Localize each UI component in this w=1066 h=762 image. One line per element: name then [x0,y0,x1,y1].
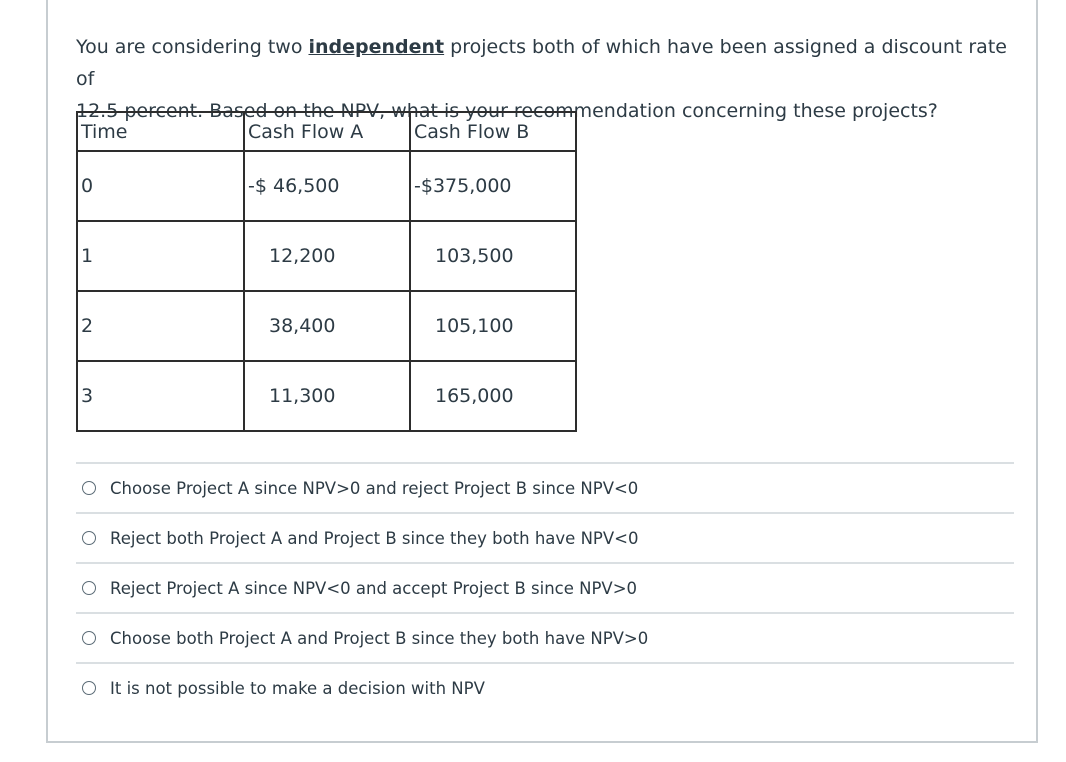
time-cell: 0 [77,151,244,221]
table-row [77,151,576,221]
table-row [77,361,576,431]
answer-label: Reject both Project A and Project B since they both have NPV<0 [110,528,639,548]
answer-option[interactable] [76,462,1014,512]
table-header-row [77,112,576,151]
radio-button[interactable] [82,481,96,495]
answer-label: It is not possible to make a decision with NPV [110,678,485,698]
question-card [46,0,1038,743]
table-row [77,291,576,361]
answer-label: Choose both Project A and Project B since they both have NPV>0 [110,628,649,648]
answer-label: Choose Project A since NPV>0 and reject Project B since NPV<0 [110,478,639,498]
answer-option[interactable] [76,612,1014,662]
cash-flow-b-cell: -$375,000 [410,151,576,221]
radio-button[interactable] [82,581,96,595]
header-time: Time [77,112,244,151]
cash-flow-b-cell: 103,500 [410,221,576,291]
header-cash-flow-b: Cash Flow B [410,112,576,151]
question-line1-rest: projects both of which have been assigned a discount rate of [76,36,1007,90]
cash-flow-a-cell: 38,400 [244,291,410,361]
time-cell: 2 [77,291,244,361]
time-cell: 3 [77,361,244,431]
question-line2: 12.5 percent. Based on the NPV, what is your recommendation concerning these projects? [76,100,938,122]
cash-flow-table [76,111,577,432]
cash-flow-a-cell: 11,300 [244,361,410,431]
table-row [77,221,576,291]
time-cell: 1 [77,221,244,291]
answer-option[interactable] [76,562,1014,612]
question-emphasis: independent [308,36,445,58]
radio-button[interactable] [82,531,96,545]
radio-button[interactable] [82,681,96,695]
question-prefix: You are considering two [76,36,309,58]
cash-flow-b-cell: 165,000 [410,361,576,431]
answer-option[interactable] [76,662,1014,712]
radio-button[interactable] [82,631,96,645]
header-cash-flow-a: Cash Flow A [244,112,410,151]
answer-list [76,462,1014,712]
answer-option[interactable] [76,512,1014,562]
cash-flow-b-cell: 105,100 [410,291,576,361]
cash-flow-a-cell: 12,200 [244,221,410,291]
cash-flow-a-cell: -$ 46,500 [244,151,410,221]
answer-label: Reject Project A since NPV<0 and accept Project B since NPV>0 [110,578,638,598]
